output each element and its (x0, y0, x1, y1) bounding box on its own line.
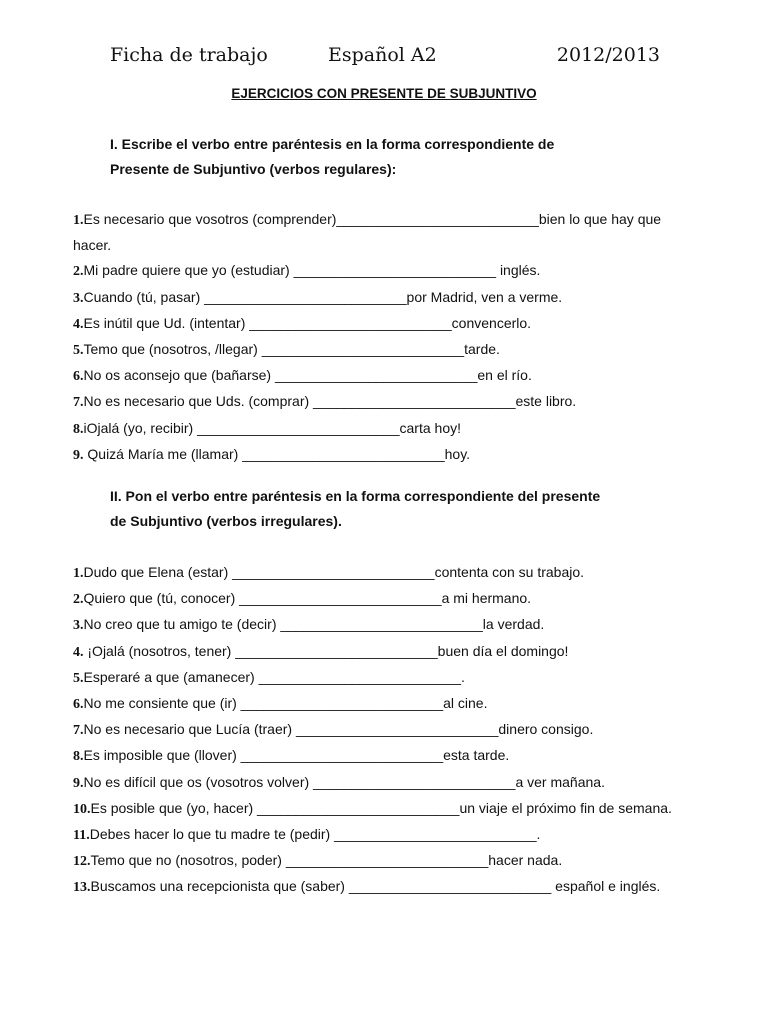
worksheet-header (110, 44, 660, 74)
exercise-number: 6. (73, 697, 84, 713)
exercise-text: Es imposible que (llover) __________________________esta tarde. (83, 747, 510, 764)
exercise-item (73, 560, 673, 586)
exercise-number: 6. (73, 369, 84, 385)
exercise-number: 3. (73, 618, 84, 634)
exercise-text: Temo que (nosotros, /llegar) __________________________tarde. (83, 341, 500, 358)
exercise-text: Buscamos una recepcionista que (saber) __________________________ español e inglés. (90, 878, 661, 895)
page-title: EJERCICIOS CON PRESENTE DE SUBJUNTIVO (231, 86, 537, 101)
section-2-heading (110, 484, 670, 534)
section-1-heading (110, 132, 670, 182)
exercise-item (73, 770, 673, 796)
exercise-text: No es necesario que Uds. (comprar) __________________________este libro. (83, 393, 577, 410)
exercise-number: 1. (73, 213, 84, 228)
exercise-text: Es inútil que Ud. (intentar) __________________________convencerlo. (83, 314, 532, 331)
exercise-text: Cuando (tú, pasar) __________________________por Madrid, ven a verme. (83, 288, 563, 305)
exercise-item (73, 639, 673, 665)
exercise-number: 7. (73, 395, 84, 411)
exercise-item (73, 665, 673, 691)
exercise-item (73, 311, 673, 337)
exercise-item (73, 612, 673, 638)
exercise-item (73, 743, 673, 769)
section-1-exercise-list (73, 207, 673, 468)
exercise-number: 9. (73, 447, 84, 463)
exercise-text: Quizá María me (llamar) __________________________hoy. (83, 445, 471, 462)
exercise-number: 9. (73, 775, 84, 791)
exercise-item (73, 258, 673, 284)
section-1-heading-line-2: Presente de Subjuntivo (verbos regulares): (110, 161, 397, 177)
section-2-heading-line-1: II. Pon el verbo entre paréntesis en la forma correspondiente del presente (110, 488, 601, 504)
exercise-number: 5. (73, 343, 84, 359)
exercise-number: 10. (73, 801, 91, 817)
exercise-number: 4. (73, 644, 84, 660)
header-title: Ficha de trabajo (110, 44, 268, 66)
exercise-text: Esperaré a que (amanecer) __________________________. (83, 668, 465, 685)
section-2-heading-line-2: de Subjuntivo (verbos irregulares). (110, 513, 342, 529)
exercise-item (73, 207, 673, 258)
exercise-text: No es necesario que Lucía (traer) __________________________dinero consigo. (83, 721, 594, 738)
header-school-year: 2012/2013 (556, 44, 660, 66)
section-2-exercise-list (73, 560, 673, 901)
exercise-text: Debes hacer lo que tu madre te (pedir) __________________________. (89, 826, 541, 843)
exercise-number: 4. (73, 316, 84, 332)
exercise-text: Dudo que Elena (estar) __________________________contenta con su trabajo. (83, 564, 585, 580)
exercise-text: No os aconsejo que (bañarse) __________________________en el río. (83, 367, 532, 384)
exercise-item (73, 337, 673, 363)
exercise-text: Mi padre quiere que yo (estudiar) __________________________ inglés. (83, 262, 541, 279)
exercise-text: Quiero que (tú, conocer) __________________________a mi hermano. (83, 590, 532, 607)
exercise-item (73, 416, 673, 442)
exercise-item (73, 363, 673, 389)
exercise-item (73, 848, 673, 874)
header-course: Español A2 (328, 44, 437, 66)
exercise-item (73, 586, 673, 612)
exercise-number: 8. (73, 421, 84, 437)
exercise-number: 2. (73, 592, 84, 608)
exercise-number: 5. (73, 670, 84, 686)
exercise-item (73, 822, 673, 848)
exercise-number: 7. (73, 723, 84, 739)
exercise-text: No me consiente que (ir) __________________________al cine. (83, 695, 488, 712)
exercise-text: Es posible que (yo, hacer) __________________________un viaje el próximo fin de semana. (90, 799, 672, 816)
exercise-number: 3. (73, 290, 84, 306)
exercise-item (73, 691, 673, 717)
exercise-number: 13. (73, 880, 91, 896)
exercise-item (73, 389, 673, 415)
exercise-text: ¡Ojalá (nosotros, tener) __________________________buen día el domingo! (83, 642, 569, 659)
exercise-number: 12. (73, 854, 91, 870)
exercise-text: No creo que tu amigo te (decir) __________________________la verdad. (83, 616, 545, 633)
exercise-item (73, 796, 673, 822)
exercise-item (73, 874, 673, 900)
exercise-item (73, 285, 673, 311)
section-1-heading-line-1: I. Escribe el verbo entre paréntesis en la forma correspondiente de (110, 136, 555, 152)
exercise-number: 2. (73, 264, 84, 280)
exercise-item (73, 717, 673, 743)
exercise-text: Temo que no (nosotros, poder) __________________________hacer nada. (90, 852, 563, 869)
exercise-number: 11. (73, 828, 90, 844)
exercise-number: 1. (73, 566, 84, 581)
exercise-item (73, 442, 673, 468)
exercise-text: Es necesario que vosotros (comprender)__________________________bien lo que hay que hacer. (73, 211, 662, 254)
exercise-number: 8. (73, 749, 84, 765)
exercise-text: No es difícil que os (vosotros volver) __________________________a ver mañana. (83, 773, 605, 790)
exercise-text: iOjalá (yo, recibir) __________________________carta hoy! (83, 419, 461, 436)
